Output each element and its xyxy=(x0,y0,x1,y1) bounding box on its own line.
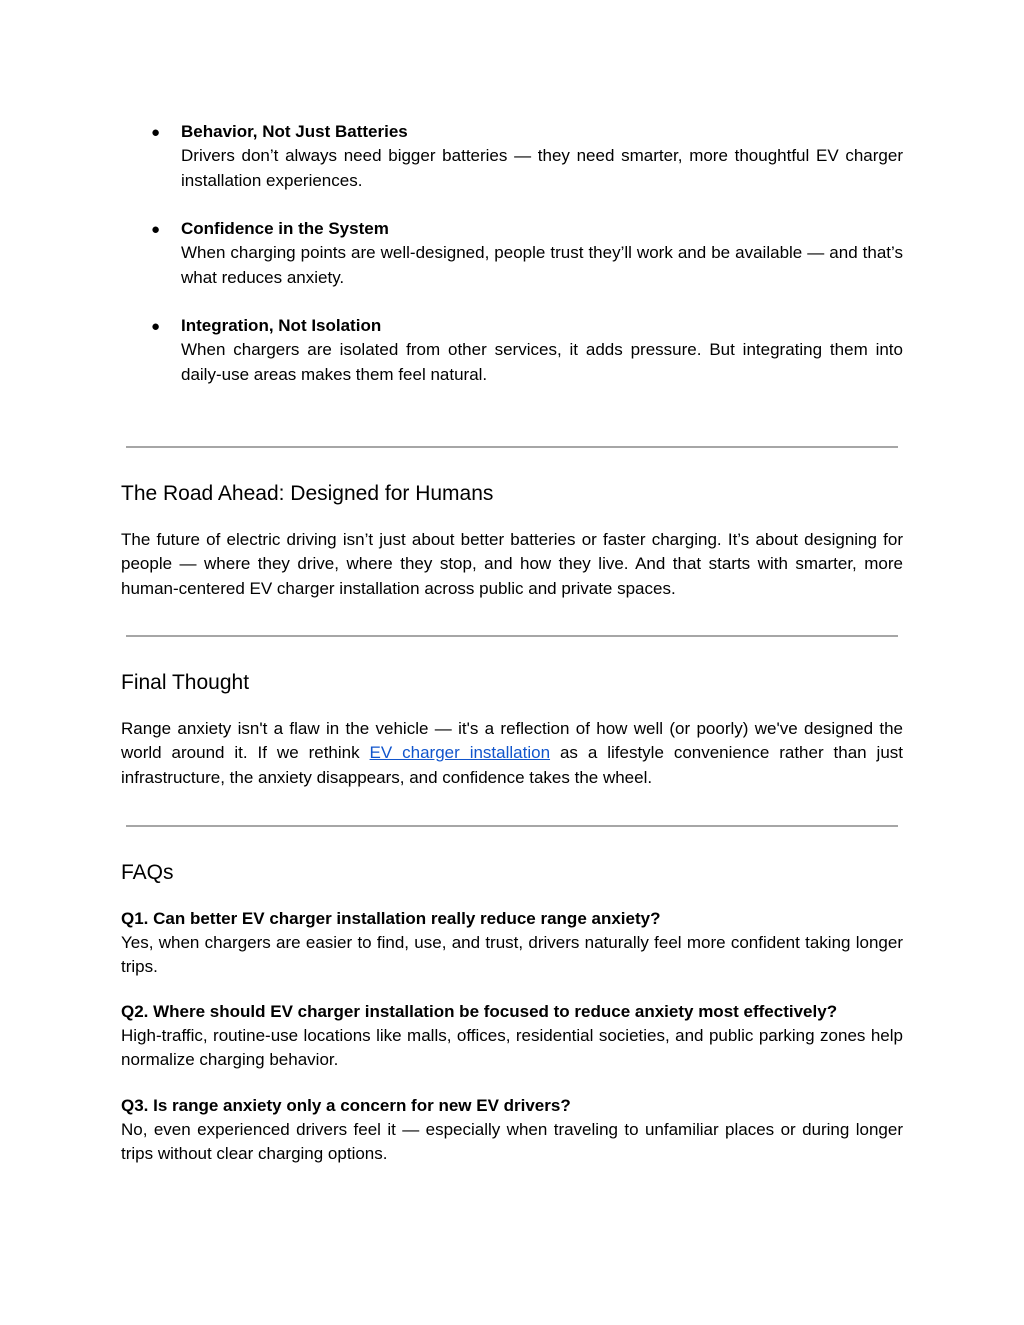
faq-question: Q2. Where should EV charger installation be focused to reduce anxiety most effectively? xyxy=(121,1002,838,1021)
horizontal-rule xyxy=(126,446,898,448)
faq-answer: Yes, when chargers are easier to find, use, and trust, drivers naturally feel more confident taking longer trips. xyxy=(121,933,903,977)
bullet-marker: ● xyxy=(151,221,161,238)
final-thought-text-before-link: Range anxiety isn't a flaw in the vehicle — it's a reflection of how well (or poorly) we've designed the world around it. If we rethink xyxy=(121,719,903,763)
bullet-marker: ● xyxy=(151,124,161,141)
bullet-title: Integration, Not Isolation xyxy=(181,316,382,335)
bullet-item-integration xyxy=(121,314,903,387)
faq-item xyxy=(121,907,903,980)
section-heading-final-thought: Final Thought xyxy=(121,671,250,694)
bullet-text: When charging points are well-designed, people trust they’ll work and be available — and that’s what reduces anxiety. xyxy=(181,243,903,287)
ev-charger-installation-link[interactable]: EV charger installation xyxy=(369,743,551,763)
bullet-text: When chargers are isolated from other services, it adds pressure. But integrating them into daily-use areas makes them feel natural. xyxy=(181,340,903,384)
section-heading-faqs: FAQs xyxy=(121,861,174,884)
faq-item xyxy=(121,1094,903,1167)
bullet-list xyxy=(121,120,903,411)
bullet-title: Behavior, Not Just Batteries xyxy=(181,122,408,141)
final-thought-paragraph xyxy=(121,717,903,790)
bullet-marker: ● xyxy=(151,318,161,335)
bullet-item-behavior xyxy=(121,120,903,193)
faq-answer: No, even experienced drivers feel it — especially when traveling to unfamiliar places or during longer trips without clear charging options. xyxy=(121,1120,903,1164)
final-thought-text-after-link: as a lifestyle convenience rather than just infrastructure, the anxiety disappears, and confidence takes the wheel. xyxy=(121,743,903,787)
faq-question: Q1. Can better EV charger installation really reduce range anxiety? xyxy=(121,909,661,928)
faq-question: Q3. Is range anxiety only a concern for new EV drivers? xyxy=(121,1096,571,1115)
road-ahead-paragraph: The future of electric driving isn’t just about better batteries or faster charging. It’s about designing for people — where they drive, where they stop, and how they live. And that starts with smarter, more human-centered EV charger installation across public and private spaces. xyxy=(121,530,903,598)
horizontal-rule xyxy=(126,635,898,637)
section-heading-road-ahead: The Road Ahead: Designed for Humans xyxy=(121,482,494,505)
faq-answer: High-traffic, routine-use locations like malls, offices, residential societies, and public parking zones help normalize charging behavior. xyxy=(121,1026,903,1070)
bullet-text: Drivers don’t always need bigger batteries — they need smarter, more thoughtful EV charger installation experiences. xyxy=(181,146,903,190)
bullet-title: Confidence in the System xyxy=(181,219,389,238)
faq-item xyxy=(121,1000,903,1073)
bullet-item-confidence xyxy=(121,217,903,290)
horizontal-rule xyxy=(126,825,898,827)
